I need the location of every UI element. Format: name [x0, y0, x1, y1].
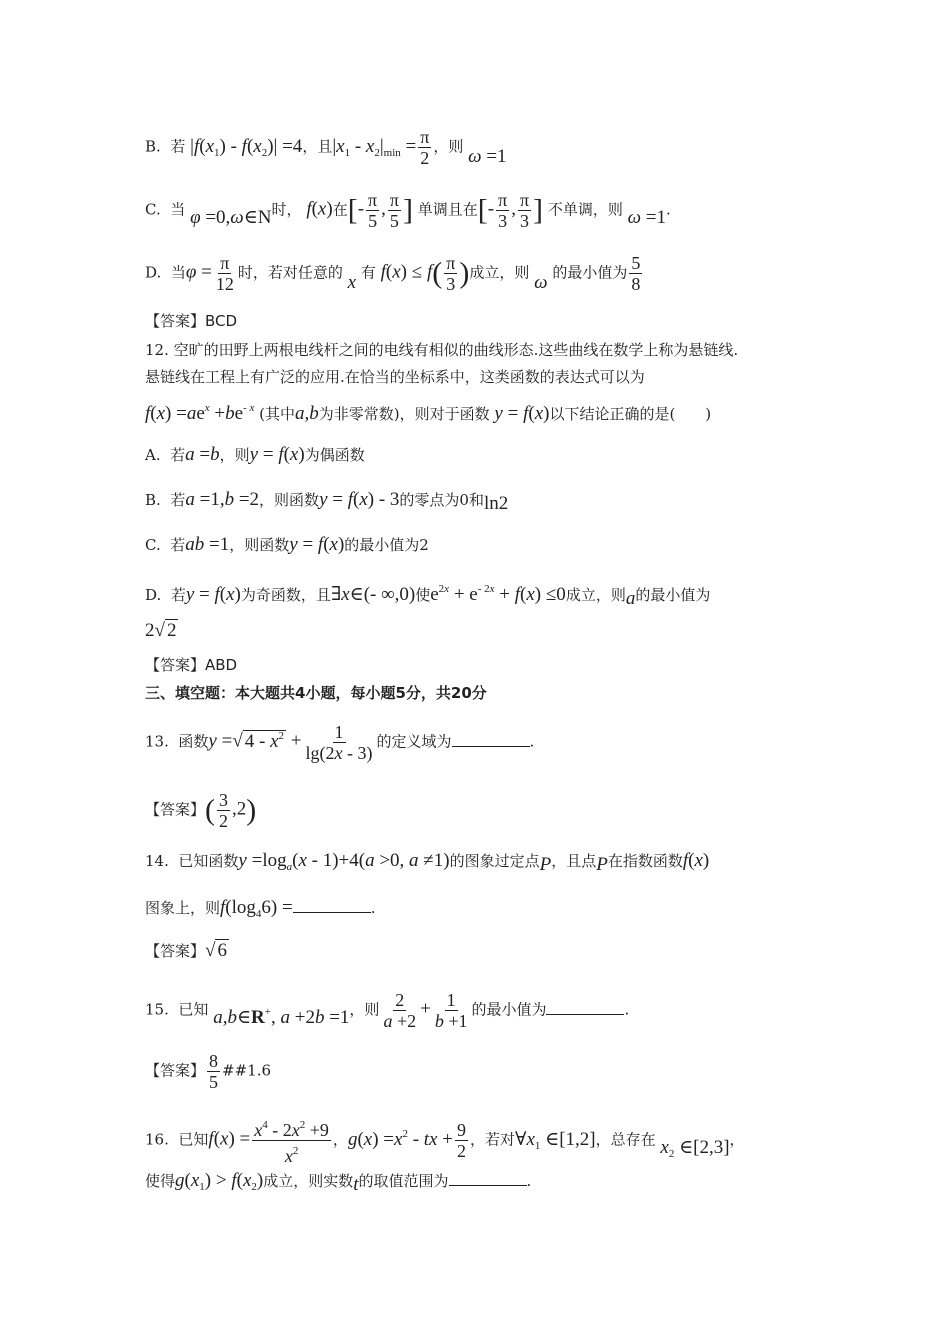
text: 当 — [170, 200, 186, 219]
formula-forall: $\forall x_1$ ∈[1,2] — [514, 1128, 596, 1152]
text: 的定义域为 — [376, 732, 452, 751]
text: 的最小值为 — [471, 1000, 547, 1019]
text: 成立，则 — [469, 263, 530, 282]
text: . — [370, 899, 376, 917]
q11-answer: 【答案】BCD — [145, 312, 238, 330]
option-label: C. — [145, 536, 161, 554]
formula-fx: f(x) — [682, 850, 710, 871]
formula-ab-cond: a,b∈R+, a +2b =1 — [213, 1005, 350, 1028]
q13 — [145, 722, 534, 763]
answer-blank — [449, 1171, 527, 1186]
formula-2sqrt2: 2√ 2 — [145, 620, 177, 641]
question-number: 13. — [145, 732, 169, 751]
text: ，若对 — [469, 1130, 515, 1149]
q16-line1 — [145, 1115, 745, 1166]
fraction-pi-5b: $\frac{\pi}{5}$ — [389, 190, 399, 231]
formula-omega-1c: ω =1 — [627, 206, 666, 228]
fraction-pi-2: $\frac{\pi}{2}$ — [420, 127, 430, 168]
text: ，则函数 — [229, 536, 290, 554]
text: 时， — [271, 200, 302, 219]
fraction-8-5: $\frac{8}{5}$ — [209, 1051, 219, 1092]
text: 使得 — [145, 1172, 176, 1190]
option-label: A. — [145, 446, 161, 464]
answer-blank — [293, 898, 371, 913]
formula-g-gt-f: $g(x_1) > f(x_2)$ — [175, 1170, 264, 1193]
text: 有 — [360, 263, 376, 282]
var-omega: ω — [534, 271, 548, 293]
text: 以下结论正确的是( ) — [549, 405, 712, 423]
fraction-3-2: $\frac{3}{2}$ — [219, 790, 229, 831]
text: 为非零常数)，则对于函数 — [318, 405, 490, 423]
text: 若 — [170, 586, 186, 604]
text: 若 — [170, 137, 186, 156]
var-a: a — [625, 588, 636, 609]
q15: 15. 已知 a,b∈R+, a +2b =1，则 $\frac{2}{a +2}$ + $\frac{1}{b +1}$ 的最小值为 . — [145, 990, 630, 1031]
q15-answer — [145, 1051, 271, 1092]
text: 的最小值为 — [552, 263, 628, 282]
answer-label: 【答案】 — [145, 1061, 206, 1080]
text: 已知函数 — [178, 852, 239, 870]
formula-a1-b2: a =1,b =2 — [185, 489, 260, 510]
q14-line1 — [145, 850, 709, 878]
text: 在 — [332, 200, 348, 219]
text: 不单调，则 — [547, 200, 623, 219]
q16-line2 — [145, 1170, 531, 1198]
formula-abs-diff: $|f(x_1) - f(x_2)| =4$ — [190, 135, 303, 159]
formula-phi-cond: φ =0,ω∈N — [190, 206, 272, 228]
var-t: t — [353, 1174, 359, 1195]
q12-stem-line1: 12. 空旷的田野上两根电线杆之间的电线有相似的曲线形态.这些曲线在数学上称为悬链线. — [145, 341, 739, 359]
question-number: 15. — [145, 1000, 169, 1019]
text: ，则函数 — [259, 491, 320, 509]
formula-gx-def: $g(x) =x^2$ - tx + — [347, 1127, 453, 1150]
answer-label: 【答案】 — [145, 800, 206, 819]
section-heading: 三、填空题：本大题共4小题，每小题5分，共20分 — [145, 684, 487, 702]
text: ，且 — [302, 137, 333, 156]
formula-y-fx: y = f(x) — [185, 584, 241, 605]
vars-ab: a,b — [295, 403, 319, 424]
text: (其中 — [259, 405, 296, 423]
text: 的最小值为 — [635, 586, 711, 604]
text: 单调且在 — [417, 200, 478, 219]
formula-log: $y =\log_a(x - 1)+4(a >0$, a ≠1) — [238, 850, 450, 873]
formula-min-diff: $|x_1 - x_2|_{min}$ = — [332, 135, 417, 159]
text: 的零点为0和 — [399, 491, 484, 509]
answer-blank — [546, 1000, 624, 1015]
q12-option-d-value — [145, 620, 178, 642]
text: 的最小值为2 — [344, 536, 429, 554]
fraction-pi-3d: $\frac{\pi}{3}$ — [446, 253, 456, 294]
fraction-9-2: $\frac{9}{2}$ — [456, 1120, 466, 1161]
formula-ineq: f(x) ≤ f — [380, 261, 433, 283]
option-label: B. — [145, 491, 161, 509]
var-p: P — [596, 854, 608, 875]
text: 为奇函数，且 — [240, 586, 331, 604]
text: 的取值范围为 — [358, 1172, 449, 1190]
q12-stem-line2: 悬链线在工程上有广泛的应用.在恰当的坐标系中，这类函数的表达式可以为 — [145, 368, 645, 386]
formula-sqrt: y =√ $4 - x^2$ + — [208, 729, 302, 752]
q12-option-b — [145, 489, 509, 514]
text: ，且点 — [551, 852, 597, 870]
fraction-pi-3: $\frac{\pi}{3}$ — [498, 190, 508, 231]
q11-option-c: C. 当 φ =0,ω∈N时， f(x)在[- $\frac{\pi}{5}$ , $\frac{\pi}{5}$ ] 单调且在[- $\frac{\pi}{3}$ , $\frac{\pi}{3}$ ] 不单调，则 ω =1. — [145, 190, 671, 231]
text: 成立，则实数 — [263, 1172, 354, 1190]
formula-flog: $f(\log_46)$ = — [220, 897, 293, 920]
fraction-pi-12: $\frac{\pi}{12}$ — [215, 253, 234, 294]
text: 成立，则 — [565, 586, 626, 604]
formula-exists-x: ∃x∈(- ∞,0) — [330, 584, 416, 605]
q13-answer: 【答案】( $\frac{3}{2}$ ,2) — [145, 790, 257, 831]
text: . — [529, 732, 535, 751]
formula-omega-1: ω =1 — [468, 145, 507, 167]
option-label: D. — [145, 586, 162, 604]
text: 若 — [170, 536, 186, 554]
formula-y-fx: y = f(x) — [289, 534, 345, 555]
text: . — [526, 1172, 532, 1190]
text: 为偶函数 — [304, 446, 365, 464]
answer-blank — [452, 732, 530, 747]
var-p: P — [539, 854, 552, 875]
answer-extra: ##1.6 — [222, 1061, 272, 1080]
formula-ln2: ln2 — [483, 493, 509, 514]
var-x: x — [347, 271, 357, 293]
q12-option-c — [145, 534, 429, 556]
formula-phi-eq: φ = — [185, 261, 212, 283]
fraction-quartic: $\frac{x^4 - 2x^2 +9}{x^2}$ — [252, 1115, 331, 1166]
text: 当 — [170, 263, 186, 282]
q11-option-b — [145, 127, 507, 168]
formula-y-fx: y = f(x) — [494, 403, 550, 424]
formula-exp-ineq: $e^{2x} + e^{- 2x} + f(x) \le 0$ — [430, 583, 566, 605]
answer-label: 【答案】 — [145, 942, 206, 960]
option-label: B. — [145, 137, 161, 156]
text: 已知 — [178, 1000, 209, 1019]
q14-line2 — [145, 897, 375, 925]
formula-y-fx: y = f(x) — [249, 444, 305, 465]
text: ，则 — [433, 137, 464, 156]
formula-exists-x2: $x_2$ ∈[2,3] — [660, 1136, 730, 1160]
text: 的图象过定点 — [449, 852, 540, 870]
q14-answer — [145, 940, 229, 962]
text: ，则 — [349, 1000, 380, 1019]
text: 使 — [415, 586, 431, 604]
fraction-1-lg: $\frac{1}{\lg(2x - 3)}$ — [305, 722, 373, 763]
fraction-2-a2: $\frac{2}{a +2}$ — [383, 990, 417, 1031]
fraction-1-b1: $\frac{1}{b +1}$ — [434, 990, 468, 1031]
text: 图象上，则 — [145, 899, 221, 917]
q12-stem-line3 — [145, 397, 711, 425]
formula-y-fx-3: y = f(x) - 3 — [319, 489, 400, 510]
text: ，则 — [219, 446, 250, 464]
fraction-pi-5: $\frac{\pi}{5}$ — [368, 190, 378, 231]
text: . — [666, 200, 671, 219]
formula-fx: f(x) — [306, 198, 333, 220]
text: ， — [332, 1130, 348, 1149]
text: 若 — [170, 491, 186, 509]
text: 时，若对任意的 — [237, 263, 343, 282]
text: ，总存在 — [595, 1130, 656, 1149]
q12-option-d — [145, 578, 711, 609]
text: . — [624, 1000, 630, 1019]
text: 函数 — [178, 732, 209, 751]
option-label: D. — [145, 263, 162, 282]
q12-option-a — [145, 444, 365, 466]
text: 在指数函数 — [607, 852, 683, 870]
q12-answer: 【答案】ABD — [145, 656, 238, 674]
option-label: C. — [145, 200, 161, 219]
formula-a-eq-b: a =b — [185, 444, 220, 465]
formula-fx-def: f(x) = — [208, 1128, 251, 1150]
text: ， — [729, 1130, 745, 1149]
formula-ab-1: ab =1 — [185, 534, 230, 555]
question-number: 14. — [145, 852, 169, 870]
text: 若 — [170, 446, 186, 464]
fraction-pi-3b: $\frac{\pi}{3}$ — [519, 190, 530, 231]
formula-sqrt6: √ 6 — [205, 940, 227, 961]
text: 已知 — [178, 1130, 209, 1149]
fraction-5-8: $\frac{5}{8}$ — [631, 253, 641, 294]
formula-catenary: $f(x) =ae^x +be^{- x}$ — [145, 402, 255, 424]
q11-option-d: D. 当φ = $\frac{\pi}{12}$ 时，若对任意的 x 有 f(x) ≤ f( $\frac{\pi}{3}$ )成立，则 ω 的最小值为 $\frac{5}{8}$ — [145, 253, 641, 294]
question-number: 16. — [145, 1130, 169, 1149]
